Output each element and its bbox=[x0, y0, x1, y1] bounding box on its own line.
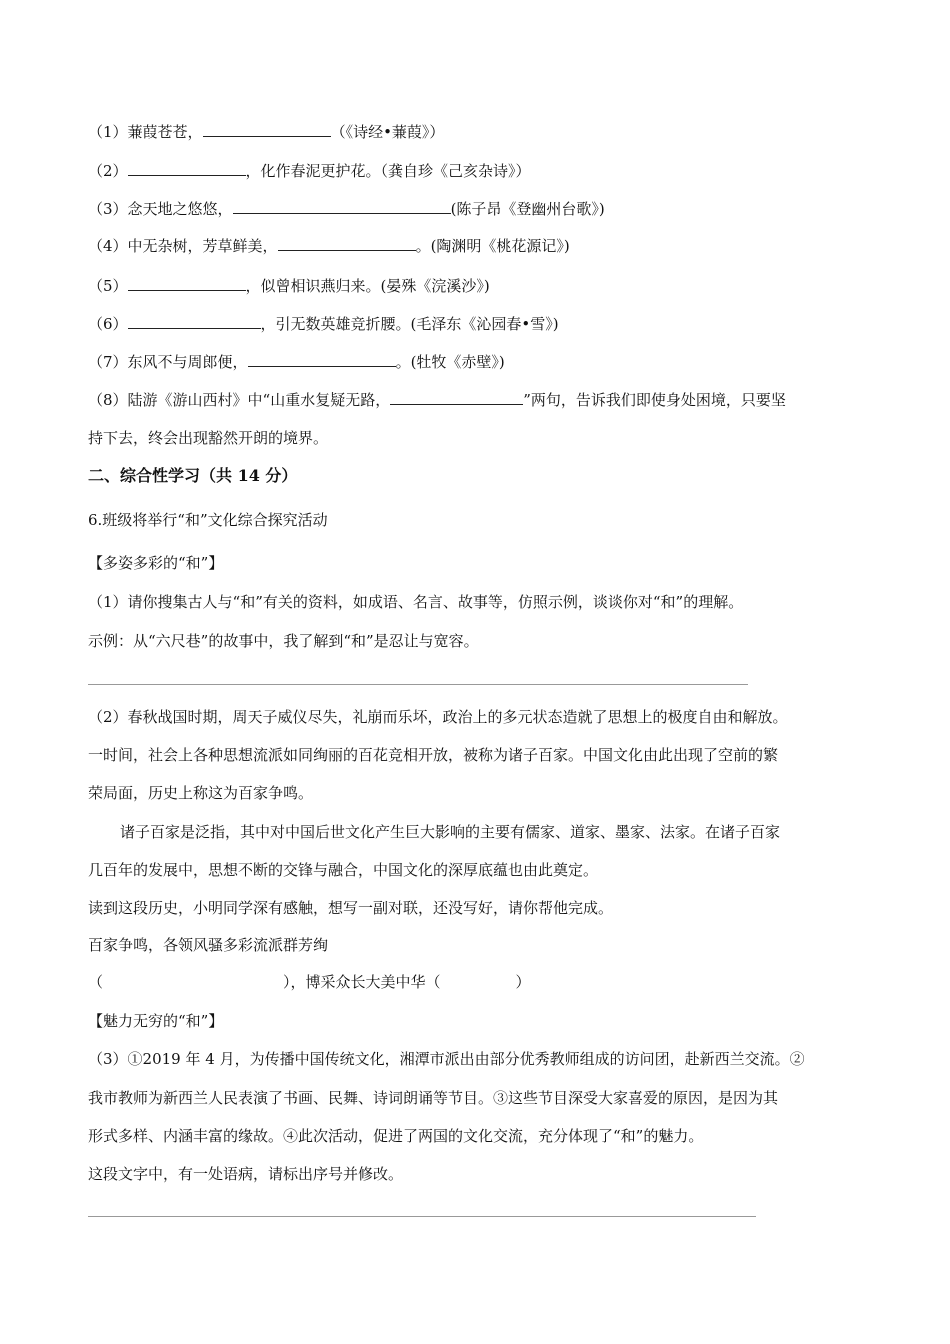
answer-blank[interactable] bbox=[248, 352, 396, 367]
poem-text-after: （《诗经•蒹葭》） bbox=[330, 123, 445, 141]
sub-question-3-line-2: 我市教师为新西兰人民表演了书画、民舞、诗词朗诵等节目。③这些节目深受大家喜爱的原因，是因为其 bbox=[88, 1089, 779, 1107]
poem-line-6 bbox=[88, 314, 880, 334]
poem-text-after: (陈子昂《登幽州台歌》) bbox=[450, 200, 605, 218]
section-heading: 二、综合性学习（共 14 分） bbox=[88, 466, 298, 485]
couplet-first-line: 百家争鸣，各领风骚多彩流派群芳绚 bbox=[88, 936, 329, 954]
sub-question-3-line-1: （3）①2019 年 4 月，为传播中国传统文化，湘潭市派出由部分优秀教师组成的访问团，赴新西兰交流。② bbox=[88, 1050, 805, 1068]
answer-blank[interactable] bbox=[390, 390, 523, 405]
poem-line-5 bbox=[88, 276, 880, 296]
couplet-open-paren: （ bbox=[88, 973, 104, 991]
part2-title: 【魅力无穷的“和”】 bbox=[88, 1012, 224, 1030]
poem-text-after: ”两句，告诉我们即使身处困境，只要坚 bbox=[523, 391, 786, 409]
sub-question-2-line-3: 荣局面，历史上称这为百家争鸣。 bbox=[88, 784, 314, 802]
poem-number: （5） bbox=[88, 277, 128, 295]
couplet-second-line bbox=[88, 972, 880, 992]
sub-question-1: （1）请你搜集古人与“和”有关的资料，如成语、名言、故事等，仿照示例，谈谈你对“和”的理解。 bbox=[88, 593, 744, 611]
poem-line-8 bbox=[88, 390, 880, 410]
poem-text-after: ，引无数英雄竞折腰。(毛泽东《沁园春•雪》) bbox=[260, 315, 559, 333]
poem-text-before: 念天地之悠悠， bbox=[127, 200, 233, 218]
poem-line-3 bbox=[88, 199, 880, 219]
poem-text-before: 中无杂树，芳草鲜美， bbox=[127, 237, 278, 255]
poem-number: （3） bbox=[88, 200, 128, 218]
sub-question-3-line-3: 形式多样、内涵丰富的缘故。④此次活动，促进了两国的文化交流，充分体现了“和”的魅力。 bbox=[88, 1127, 704, 1145]
poem-number: （2） bbox=[88, 162, 128, 180]
poem-number: （6） bbox=[88, 315, 128, 333]
poem-line-8-cont: 持下去，终会出现豁然开朗的境界。 bbox=[88, 429, 329, 447]
answer-blank[interactable] bbox=[278, 236, 416, 251]
poem-text-after: 。(陶渊明《桃花源记》) bbox=[415, 237, 570, 255]
sub-question-2-line-2: 一时间，社会上各种思想流派如同绚丽的百花竞相开放，被称为诸子百家。中国文化由此出现了空前的繁 bbox=[88, 746, 779, 764]
couplet-middle-text: ），博采众长大美中华（ bbox=[283, 973, 441, 991]
paragraph-2-line-1: 诸子百家是泛指，其中对中国后世文化产生巨大影响的主要有儒家、道家、墨家、法家。在诸子百家 bbox=[120, 823, 781, 841]
answer-blank[interactable] bbox=[128, 314, 261, 329]
poem-line-7 bbox=[88, 352, 880, 372]
couplet-close-paren: ） bbox=[515, 973, 531, 991]
poem-line-1 bbox=[88, 122, 880, 142]
poem-text-before: 陆游《游山西村》中“山重水复疑无路， bbox=[127, 391, 391, 409]
poem-number: （8） bbox=[88, 391, 128, 409]
couplet-prompt: 读到这段历史，小明同学深有感触，想写一副对联，还没写好，请你帮他完成。 bbox=[88, 899, 614, 917]
poem-text-after: ，似曾相识燕归来。(晏殊《浣溪沙》) bbox=[245, 277, 490, 295]
part1-title: 【多姿多彩的“和”】 bbox=[88, 554, 224, 572]
answer-blank[interactable] bbox=[233, 199, 451, 214]
poem-text-before: 蒹葭苍苍， bbox=[127, 123, 203, 141]
poem-line-2 bbox=[88, 161, 880, 181]
answer-line[interactable] bbox=[88, 1216, 756, 1217]
answer-line[interactable] bbox=[88, 684, 748, 685]
answer-blank[interactable] bbox=[128, 161, 246, 176]
sub-question-3-prompt: 这段文字中，有一处语病，请标出序号并修改。 bbox=[88, 1165, 404, 1183]
poem-text-after: 。(牡牧《赤壁》) bbox=[395, 353, 505, 371]
poem-number: （1） bbox=[88, 123, 128, 141]
poem-number: （7） bbox=[88, 353, 128, 371]
paragraph-2-line-2: 几百年的发展中，思想不断的交锋与融合，中国文化的深厚底蕴也由此奠定。 bbox=[88, 861, 599, 879]
poem-text-after: ，化作春泥更护花。（龚自珍《己亥杂诗》） bbox=[245, 162, 531, 180]
answer-blank[interactable] bbox=[128, 276, 246, 291]
poem-line-4 bbox=[88, 236, 880, 256]
answer-blank[interactable] bbox=[203, 122, 331, 137]
poem-text-before: 东风不与周郎便， bbox=[127, 353, 248, 371]
question-6-title: 6.班级将举行“和”文化综合探究活动 bbox=[88, 511, 328, 529]
poem-number: （4） bbox=[88, 237, 128, 255]
example-text: 示例：从“六尺巷”的故事中，我了解到“和”是忍让与宽容。 bbox=[88, 632, 479, 650]
sub-question-2-line-1: （2）春秋战国时期，周天子威仪尽失，礼崩而乐坏，政治上的多元状态造就了思想上的极度自由和解放。 bbox=[88, 708, 788, 726]
